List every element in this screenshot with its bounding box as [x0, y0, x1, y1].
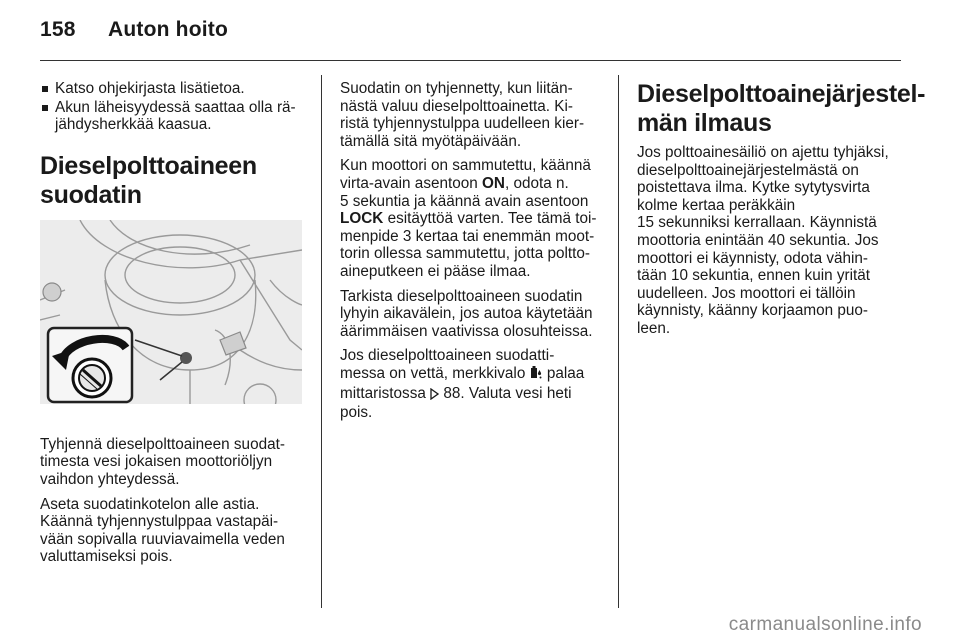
section-heading-diesel-bleeding: Dieselpolttoainejärjestel- män ilmaus [637, 80, 926, 137]
paragraph: Tarkista dieselpolttoaineen suodatin lyhyin aikavälein, jos autoa käytetään äärimmäisen vaativissa olosuhteissa. [340, 287, 593, 340]
section-title: Auton hoito [108, 18, 228, 41]
watermark: carmanualsonline.info [728, 614, 922, 635]
key-position-lock: LOCK [340, 210, 384, 228]
page-reference-arrow-icon [430, 387, 439, 405]
column-divider-1 [321, 75, 322, 608]
bullet-icon [42, 86, 48, 92]
page-number: 158 [40, 18, 76, 41]
paragraph: Suodatin on tyhjennetty, kun liitän- nästä valuu dieselpolttoainetta. Ki- ristä tyhjennystulppa uudelleen kier- tämällä sitä myötäpäivään. [340, 80, 585, 150]
paragraph: Tyhjennä dieselpolttoaineen suodat- timesta vesi jokaisen moottoriöljyn vaihdon yhteydessä. [40, 435, 285, 488]
water-in-fuel-warning-icon [530, 366, 543, 385]
column-2 [340, 80, 608, 429]
column-3 [637, 80, 926, 345]
bullet-icon [42, 105, 48, 111]
fuel-filter-illustration [40, 220, 302, 404]
bullet-item: Katso ohjekirjasta lisätietoa. [40, 80, 306, 98]
paragraph: Jos polttoainesäiliö on ajettu tyhjäksi, dieselpolttoainejärjestelmästä on poistettava ilma. Kytke sytytysvirta kolme kertaa peräkkäin 15 sekunniksi kerrallaan. Käynnistä moottoria enintään 40 sekuntia. Jos moottori ei käynnisty, odota vähin- tään 10 sekuntia, ennen kuin yrität uudelleen. Jos moottori ei tällöin käynnisty, käänny korjaamon puo- leen. [637, 144, 889, 337]
section-heading-diesel-filter: Dieselpolttoaineen suodatin [40, 151, 257, 209]
paragraph: Kun moottori on sammutettu, käännä virta-avain asentoon ON, odota n. 5 sekuntia ja käännä avain asentoon LOCK esitäyttöä varten. Tee tämä toi- menpide 3 kertaa tai enemmän moot- torin ollessa sammutettu, jotta poltto- aineputkeen ei pääse ilmaa. [340, 157, 597, 280]
paragraph: Aseta suodatinkotelon alle astia. Käännä tyhjennystulppaa vastapäi- vään sopivalla ruuviavaimella veden valuttamiseksi pois. [40, 495, 285, 566]
page-header [40, 18, 228, 42]
bullet-list [40, 80, 306, 134]
key-position-on: ON [482, 174, 505, 192]
column-1 [40, 80, 306, 573]
column-divider-2 [618, 75, 619, 608]
paragraph: Jos dieselpolttoaineen suodatti- messa on vettä, merkkivalo palaa mittaristossa 88. Valuta vesi heti pois. [340, 347, 585, 422]
bullet-item: Akun läheisyydessä saattaa olla rä- jähdysherkkää kaasua. [40, 99, 306, 134]
header-rule [40, 60, 901, 61]
